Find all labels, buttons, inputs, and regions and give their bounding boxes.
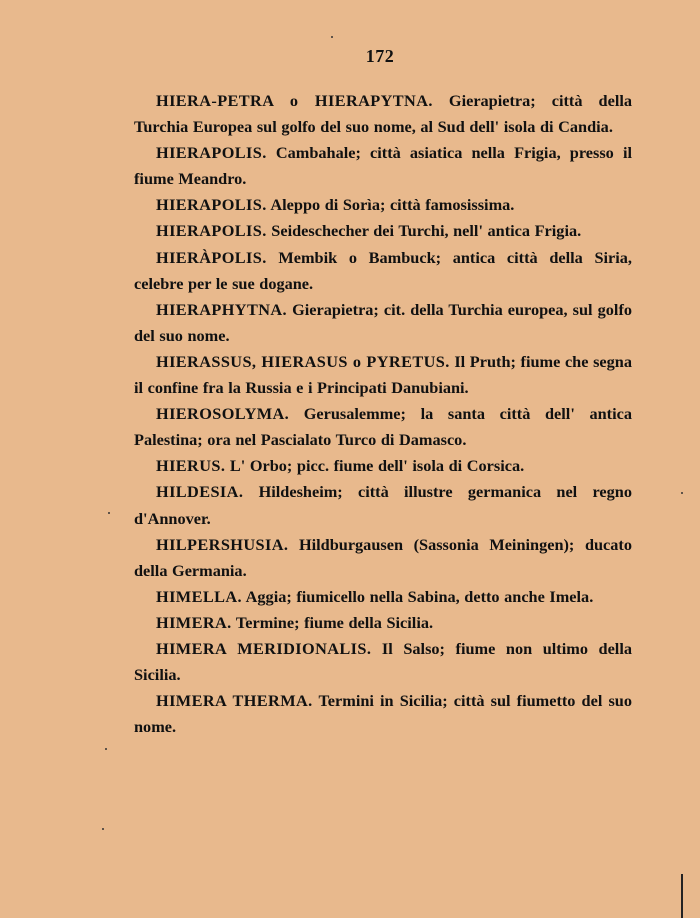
entry — [134, 401, 632, 453]
entry-definition: Termine; fiume della Sicilia. — [235, 612, 434, 632]
entry-definition: Il Salso; fiume non ultimo della Sicilia. — [134, 638, 632, 685]
entry-headword: HIERASSUS, HIERASUS o PYRETUS. — [156, 351, 450, 371]
entry-definition: Termini in Sicilia; città sul fiumetto del suo nome. — [134, 691, 633, 737]
entry-headword: HIERAPHYTNA. — [156, 299, 287, 319]
entry — [134, 453, 632, 479]
entry-headword: HIMERA. — [156, 612, 232, 632]
entry — [134, 140, 632, 192]
entry-definition: Aleppo di Sorìa; città famosissima. — [270, 195, 515, 215]
entry-definition: Aggia; fiumicello nella Sabina, detto anche Imela. — [245, 586, 594, 606]
scan-speck — [681, 492, 683, 494]
entry-headword: HILDESIA. — [156, 482, 244, 502]
dictionary-entries — [134, 88, 632, 740]
entry-definition: Cambahale; città asiatica nella Frigia, presso il fiume Meandro. — [134, 143, 632, 189]
entry — [134, 688, 632, 740]
scan-speck — [108, 512, 110, 514]
entry — [134, 88, 632, 140]
entry — [134, 610, 632, 636]
entry-headword: HIEROSOLYMA. — [156, 404, 290, 424]
entry-definition: Gerusalemme; la santa città dell' antica Palestina; ora nel Pascialato Turco di Damasco. — [134, 404, 632, 450]
entry — [134, 479, 632, 531]
entry — [134, 245, 632, 297]
entry-headword: HIMELLA. — [156, 586, 242, 606]
entry-headword: HIERÀPOLIS. — [156, 247, 267, 267]
entry-definition: L' Orbo; picc. fiume dell' isola di Corsica. — [229, 456, 525, 476]
entry-headword: HILPERSHUSIA. — [156, 534, 289, 554]
entry-headword: HIERUS. — [156, 456, 226, 476]
entry-definition: Hildburgausen (Sassonia Meiningen); ducato della Germania. — [134, 534, 632, 580]
page-edge-rule — [681, 874, 683, 918]
entry-definition: Il Pruth; fiume che segna il confine fra la Russia e i Principati Danubiani. — [134, 351, 632, 398]
entry-headword: HIMERA THERMA. — [156, 691, 313, 711]
entry-headword: HIERA-PETRA o HIERAPYTNA. — [156, 91, 433, 110]
entry-definition: Gierapietra; città della Turchia Europea sul golfo del suo nome, al Sud dell' isola di Candia. — [134, 91, 633, 137]
scan-speck — [102, 828, 104, 830]
entry-definition: Membik o Bambuck; antica città della Siria, celebre per le sue dogane. — [134, 247, 632, 293]
scan-speck — [105, 748, 107, 750]
entry-definition: Hildesheim; città illustre germanica nel regno d'Annover. — [134, 482, 632, 528]
entry — [134, 218, 632, 244]
entry-definition: Gierapietra; cit. della Turchia europea, sul golfo del suo nome. — [134, 299, 633, 345]
entry — [134, 349, 632, 401]
entry-headword: HIERAPOLIS. — [156, 221, 267, 241]
entry-headword: HIERAPOLIS. — [156, 143, 267, 163]
entry — [134, 636, 632, 688]
entry — [134, 297, 632, 349]
entry — [134, 584, 632, 610]
entry — [134, 532, 632, 584]
entry — [134, 192, 632, 218]
entry-definition: Seideschecher dei Turchi, nell' antica Frigia. — [271, 221, 582, 241]
page-number: 172 — [365, 46, 395, 66]
scan-speck — [331, 36, 333, 38]
entry-headword: HIERAPOLIS. — [156, 195, 267, 215]
entry-headword: HIMERA MERIDIONALIS. — [156, 638, 372, 658]
